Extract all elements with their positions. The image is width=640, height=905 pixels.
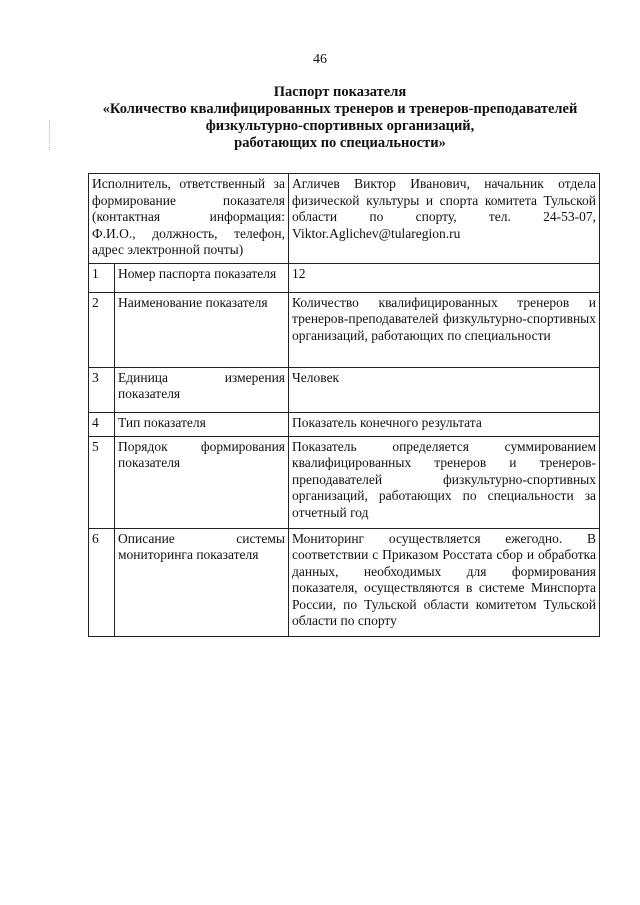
table-row <box>89 292 600 367</box>
table-row <box>89 436 600 528</box>
executor-label: Исполнитель, ответственный за формирование показателя (контактная информация: Ф.И.О., должность, телефон, адрес электронной почты) <box>89 174 289 264</box>
row-value: Показатель определяется суммированием квалифицированных тренеров и тренеров-преподавателей физкультурно-спортивных организаций, работающих по специальности за отчетный год <box>289 436 600 528</box>
row-value: Количество квалифицированных тренеров и тренеров-преподавателей физкультурно-спортивных организаций, работающих по специальности <box>289 292 600 367</box>
row-value: Показатель конечного результата <box>289 412 600 436</box>
row-number: 1 <box>89 263 115 292</box>
executor-value: Агличев Виктор Иванович, начальник отдела физической культуры и спорта комитета Тульской области по спорту, тел. 24-53-07, Viktor.Aglichev@tularegion.ru <box>289 174 600 264</box>
table-row <box>89 367 600 412</box>
row-value: Мониторинг осуществляется ежегодно. В соответствии с Приказом Росстата сбор и обработка данных, необходимых для формирования показателя, осуществляются в системе Минспорта России, по Тульской области комитетом Тульской области по спорту <box>289 528 600 636</box>
row-number: 5 <box>89 436 115 528</box>
row-label: Тип показателя <box>115 412 289 436</box>
row-label: Единица измерения показателя <box>115 367 289 412</box>
table-row <box>89 263 600 292</box>
row-value: Человек <box>289 367 600 412</box>
row-label: Наименование показателя <box>115 292 289 367</box>
title-line-2: «Количество квалифицированных тренеров и тренеров-преподавателей <box>102 101 578 117</box>
title-line-4: работающих по специальности» <box>234 135 446 151</box>
document-title <box>60 84 620 152</box>
row-label: Номер паспорта показателя <box>115 263 289 292</box>
page-number: 46 <box>313 52 327 67</box>
row-number: 2 <box>89 292 115 367</box>
row-number: 3 <box>89 367 115 412</box>
margin-mark <box>49 120 51 150</box>
row-label: Порядок формирования показателя <box>115 436 289 528</box>
indicator-passport-table <box>88 173 600 637</box>
title-line-1: Паспорт показателя <box>273 84 407 100</box>
table-row <box>89 528 600 636</box>
table-row-executor <box>89 174 600 264</box>
row-number: 6 <box>89 528 115 636</box>
table-row <box>89 412 600 436</box>
row-number: 4 <box>89 412 115 436</box>
row-label: Описание системы мониторинга показателя <box>115 528 289 636</box>
row-value: 12 <box>289 263 600 292</box>
title-line-3: физкультурно-спортивных организаций, <box>205 118 475 134</box>
